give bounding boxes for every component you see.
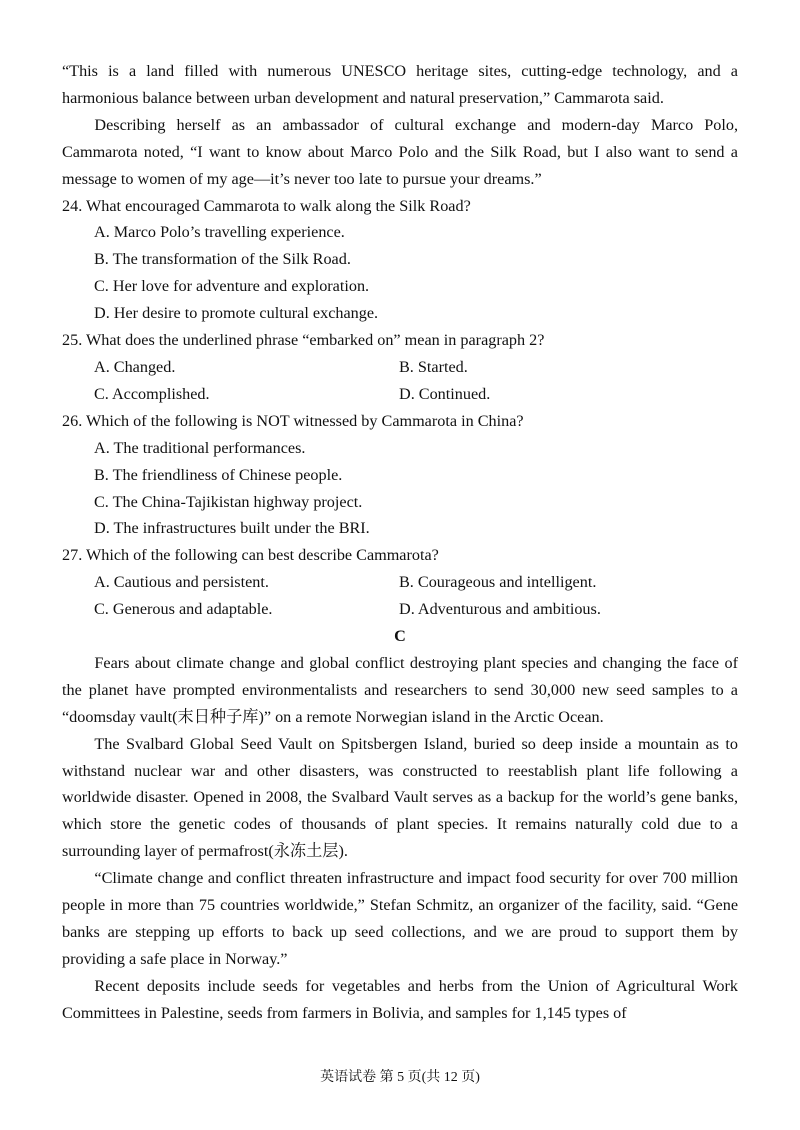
option-b: B. The friendliness of Chinese people.	[94, 465, 343, 484]
passage-b-final-paragraph: Describing herself as an ambassador of cultural exchange and modern-day Marco Polo, Cammarota noted, “I want to know about Marco Polo and the Silk Road, but I also want to send a message to women of my age—it’s never too late to pursue your dreams.”	[62, 115, 738, 188]
exam-page	[62, 58, 738, 1027]
option-c: C. Her love for adventure and exploration.	[94, 277, 370, 296]
option-a: A. The traditional performances.	[94, 438, 306, 457]
option-list	[62, 435, 738, 543]
question-stem: 24. What encouraged Cammarota to walk along the Silk Road?	[62, 196, 471, 215]
question-26	[62, 408, 738, 543]
option-b: B. The transformation of the Silk Road.	[94, 250, 351, 269]
question-stem: 25. What does the underlined phrase “embarked on” mean in paragraph 2?	[62, 331, 545, 350]
section-c-paragraph-4: Recent deposits include seeds for vegetables and herbs from the Union of Agricultural Work Committees in Palestine, seeds from farmers in Bolivia, and samples for 1,145 types of	[62, 976, 738, 1022]
option-d: D. Adventurous and ambitious.	[399, 600, 601, 619]
option-d: D. The infrastructures built under the BRI.	[94, 519, 370, 538]
option-c: C. The China-Tajikistan highway project.	[94, 492, 363, 511]
option-b: B. Started.	[399, 357, 468, 376]
option-d: D. Continued.	[399, 384, 491, 403]
section-c-paragraph-2: The Svalbard Global Seed Vault on Spitsbergen Island, buried so deep inside a mountain as to withstand nuclear war and other disasters, was constructed to reestablish plant life following a worldwide disaster. Opened in 2008, the Svalbard Vault serves as a backup for the world’s gene banks, which store the genetic codes of thousands of plant species. It remains naturally cold due to a surrounding layer of permafrost(永冻土层).	[62, 734, 738, 861]
option-d: D. Her desire to promote cultural exchange.	[94, 304, 379, 323]
section-c-paragraph-1: Fears about climate change and global conflict destroying plant species and changing the face of the planet have prompted environmentalists and researchers to send 30,000 new seed samples to a “doomsday vault(末日种子库)” on a remote Norwegian island in the Arctic Ocean.	[62, 653, 738, 726]
option-c: C. Accomplished.	[94, 384, 210, 403]
question-25	[62, 327, 738, 408]
question-stem: 27. Which of the following can best describe Cammarota?	[62, 546, 439, 565]
question-24	[62, 193, 738, 328]
option-a: A. Cautious and persistent.	[94, 573, 269, 592]
question-stem: 26. Which of the following is NOT witnessed by Cammarota in China?	[62, 411, 524, 430]
section-c-title: C	[394, 627, 406, 646]
option-list	[62, 354, 738, 408]
passage-b-quote-paragraph: “This is a land filled with numerous UNESCO heritage sites, cutting-edge technology, and a harmonious balance between urban development and natural preservation,” Cammarota said.	[62, 62, 738, 107]
option-c: C. Generous and adaptable.	[94, 600, 273, 619]
option-a: A. Changed.	[94, 357, 176, 376]
question-27	[62, 542, 738, 623]
option-b: B. Courageous and intelligent.	[399, 573, 597, 592]
section-c-paragraph-3: “Climate change and conflict threaten infrastructure and impact food security for over 700 million people in more than 75 countries worldwide,” Stefan Schmitz, an organizer of the facility, said. “Gene banks are stepping up efforts to back up seed collections, and we are proud to support them by providing a safe place in Norway.”	[62, 869, 738, 968]
option-list	[62, 569, 738, 623]
page-footer: 英语试卷 第 5 页(共 12 页)	[320, 1070, 480, 1085]
option-a: A. Marco Polo’s travelling experience.	[94, 223, 345, 242]
option-list	[62, 219, 738, 327]
